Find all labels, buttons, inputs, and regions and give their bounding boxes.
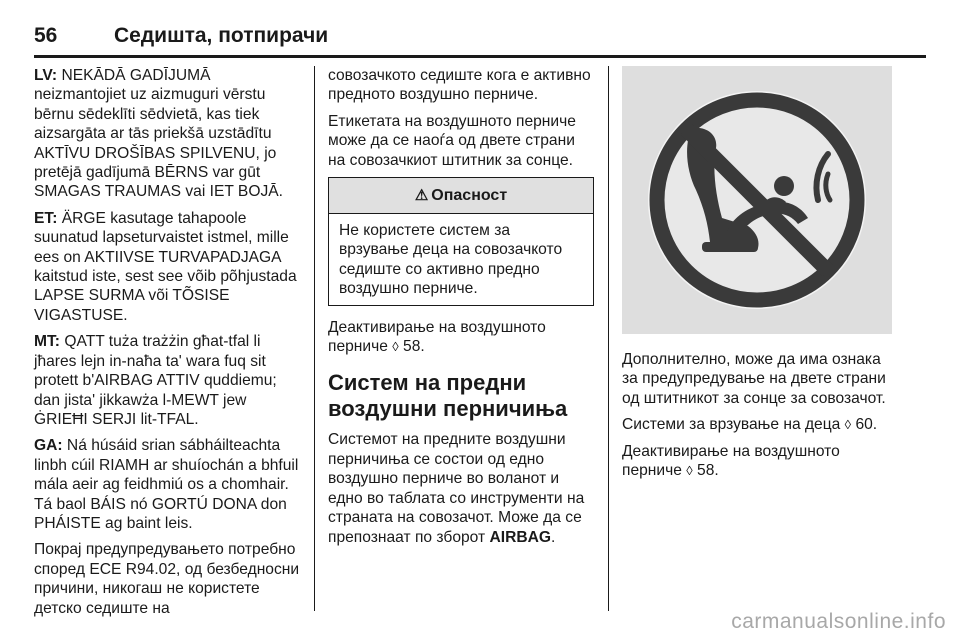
column-divider [314,66,315,611]
page-ref-number[interactable]: 60. [851,416,878,434]
section-heading: Систем на предни воздушни перничиња [328,370,568,422]
warning-text: NEKĀDĀ GADĪJUMĀ neizmantojiet uz aizmuguri vērstu bērnu sēdeklīti sēdvietā, kas tiek aizsargāta ar tās priekšā uzstādītu AKTĪVU DROŠĪBAS SPILVENU, jo pretējā gadījumā BĒRNS var gūt SMAGAS TRAUMAS vai IET BOJĀ. [34,67,283,201]
danger-box-text: Не користете систем за врзување деца на совозачкото седиште со активно предно воздушно перниче. [339,222,563,298]
lang-label: ET: [34,209,58,227]
warning-text: QATT tuża trażżin għat-tfal li jħares lejn in-naħa ta' wara fuq sit protett b'AIRBAG ATTIV quddiemu; dan jista' jikkawża l-MEWT jew ĠRIEĦI SERJI lit-TFAL. [34,333,277,428]
page-ref-icon: ◊ [844,417,852,433]
warning-lv [34,66,302,202]
danger-box-title: Опасност [431,186,508,204]
lang-label: MT: [34,333,60,351]
warning-ga [34,436,302,533]
section-title: Седишта, потпирачи [114,24,329,47]
danger-box-header [329,178,593,214]
airbag-word: AIRBAG [489,528,551,546]
header-rule [34,55,926,58]
paragraph: совозачкото седиште кога е активно предното воздушно перниче. [328,67,591,104]
lang-label: LV: [34,67,58,84]
page-ref-number[interactable]: 58. [398,338,425,356]
cross-reference: Деактивирање на воздушното перниче ◊ 58. [328,318,546,356]
danger-box [328,177,594,306]
lang-label: GA: [34,437,63,455]
paragraph-ece: Покрај предупредувањето потребно според ECE R94.02, од безбедносни причини, никогаш не користете детско седиште на [34,541,300,617]
column-divider [608,66,609,611]
page-header [34,24,926,52]
warning-mt [34,332,302,429]
paragraph: Дополнително, може да има ознака за предупредување на двете страни од штитникот за сонце за совозачот. [622,351,886,407]
no-rear-facing-child-seat-icon [622,66,892,334]
cross-reference: Системи за врзување на деца ◊ 60. [622,416,878,434]
page-ref-icon: ◊ [686,463,693,479]
paragraph: Системот на предните воздушни перничиња се состои од едно воздушно перниче во воланот и едно во таблата со инструменти на страната на совозачот. Може да се препознаат по зборот AIRBAG. [328,431,585,546]
page-number: 56 [34,24,58,47]
warning-et [34,209,302,325]
column-right [622,66,892,487]
page-ref-icon: ◊ [392,339,399,355]
warning-triangle-icon: ⚠ [414,186,429,204]
paragraph: Етикетата на воздушното перниче може да се наоѓа од двете страни на совозачкиот штитник за сонце. [328,112,576,169]
page-ref-number[interactable]: 58. [692,462,719,480]
watermark: carmanualsonline.info [731,610,946,633]
column-middle [328,66,594,554]
warning-text: ÄRGE kasutage tahapoole suunatud lapseturvaistet istmel, mille ees on AKTIIVSE TURVAPADJAGA kaitstud iste, sest see võib põhjustada LAPSE SURMA või TÕSISE VIGASTUSE. [34,209,297,324]
column-left [34,66,302,625]
cross-reference: Деактивирање на воздушното перниче ◊ 58. [622,442,840,480]
warning-text: Ná húsáid srian sábháilteachta linbh cúil RIAMH ar shuíochán a bhfuil mála aeir ag feidhmiú os a chomhair. Tá baol BÁIS nó GORTÚ DONA don PHÁISTE ag baint leis. [34,437,299,532]
